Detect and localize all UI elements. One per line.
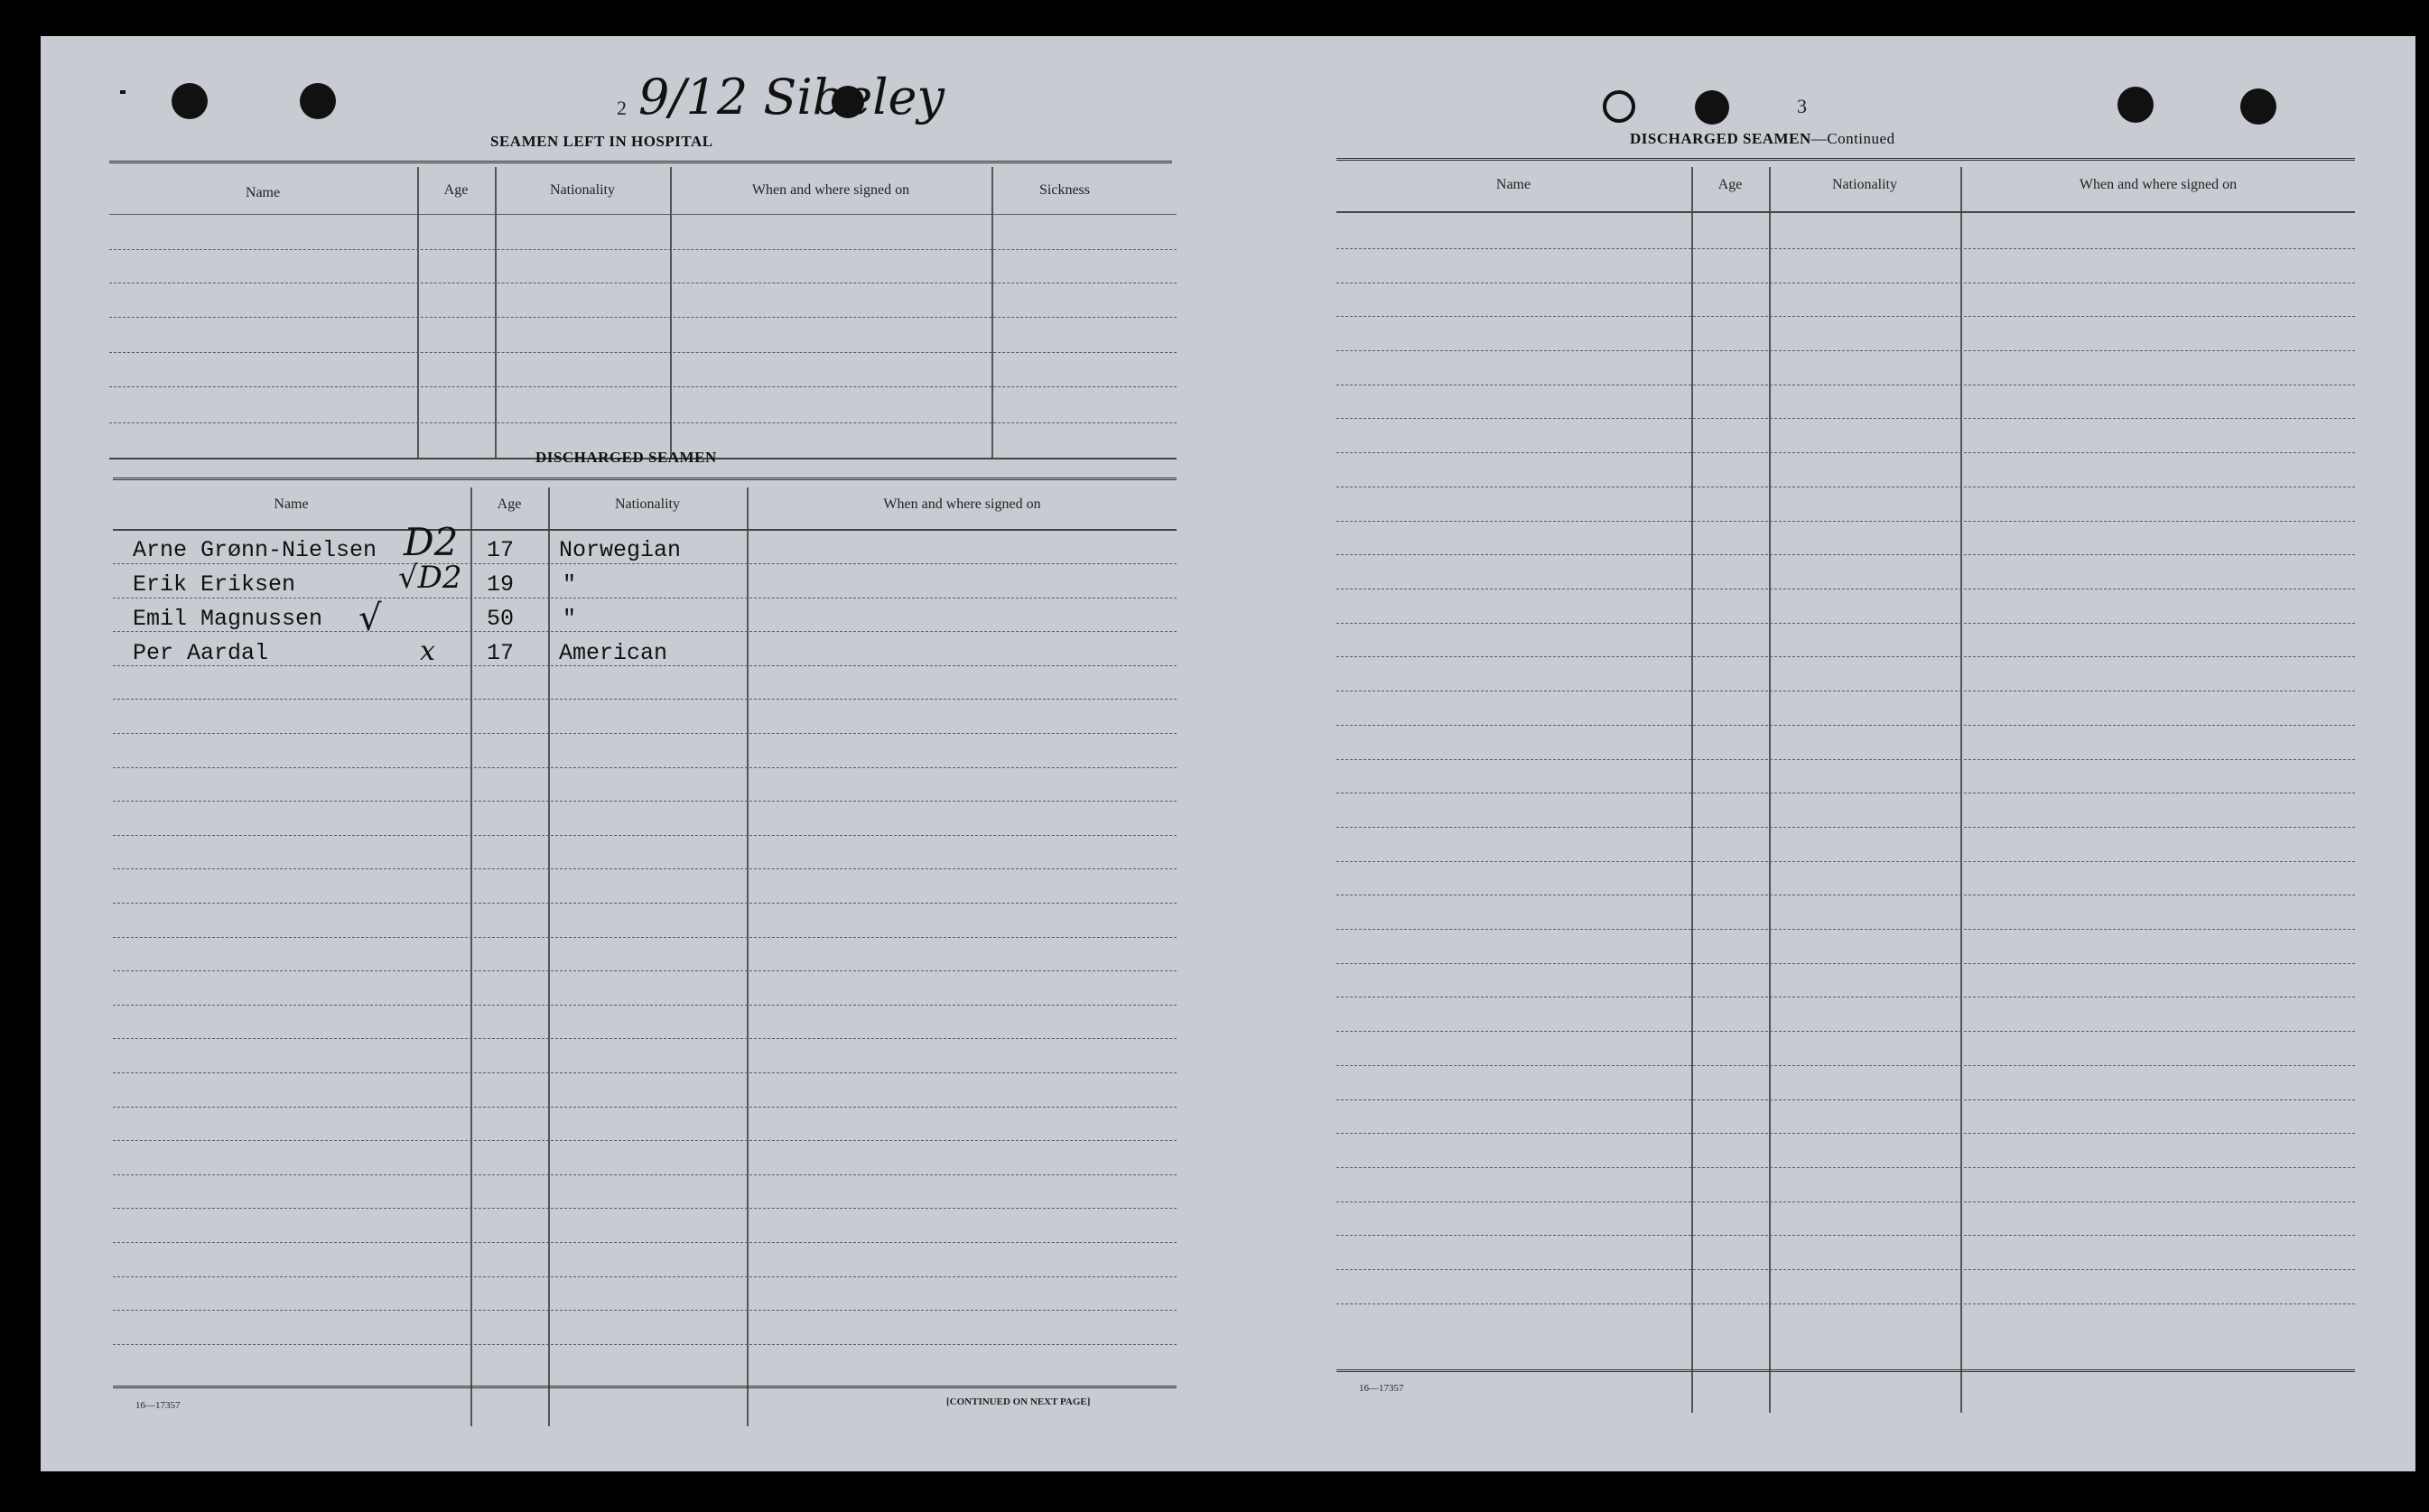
ruled-line [1336,248,2355,249]
discharged-row-name: Erik Eriksen [133,571,296,598]
ruled-line [113,903,1177,904]
continued-note: [CONTINUED ON NEXT PAGE] [946,1396,1091,1407]
right-top-rule [1336,158,2355,163]
ruled-line [1336,521,2355,522]
right-header-age: Age [1717,177,1743,192]
discharged-row-nationality: " [563,606,577,632]
discharged-row-nationality: American [559,640,668,666]
ruled-line [113,1107,1177,1108]
ruled-line [1336,452,2355,453]
ruled-line [113,1174,1177,1175]
column-divider [991,167,993,458]
ruled-line [113,563,1177,564]
ruled-line [1336,350,2355,351]
right-header-rule [1336,211,2355,213]
ruled-line [1336,1133,2355,1134]
ruled-line [109,317,1177,318]
column-divider [670,167,672,458]
discharged-row-nationality: " [563,571,577,598]
right-page [1214,36,2415,1471]
discharged-header-age: Age [497,496,522,512]
discharged-row-name: Emil Magnussen [133,606,323,632]
ruled-line [1336,759,2355,760]
discharged-row-age: 17 [487,640,515,666]
column-divider [548,487,550,1426]
discharged-row-name: Arne Grønn-Nielsen [133,537,377,563]
ruled-line [113,1344,1177,1345]
discharged-header-name: Name [274,496,309,512]
ruled-line [113,1276,1177,1277]
discharged-row-age: 17 [487,537,515,563]
column-divider [1960,167,1962,1413]
ruled-line [1336,623,2355,624]
ruled-line [109,352,1177,353]
column-divider [495,167,497,458]
ledger-sheet [41,36,2415,1471]
ruled-line [109,386,1177,387]
column-divider [1691,167,1693,1413]
ruled-line [1336,929,2355,930]
hospital-header-name: Name [245,185,281,200]
ruled-line [1336,1269,2355,1270]
ruled-line [1336,827,2355,828]
punch-hole [1695,90,1729,125]
right-table-title-suffix: —Continued [1810,130,1895,147]
hospital-header-age: Age [443,182,469,198]
ruled-line [1336,1167,2355,1168]
ruled-line [1336,1031,2355,1032]
right-table-title-main: DISCHARGED SEAMEN [1630,130,1811,147]
column-divider [747,487,749,1426]
ruled-line [113,970,1177,971]
ruled-line [1336,316,2355,317]
ruled-line [1336,1303,2355,1304]
discharged-row-name: Per Aardal [133,640,269,666]
discharged-row-age: 50 [487,606,515,632]
discharged-row-mark: √ [358,598,382,639]
ruled-line [1336,656,2355,657]
discharged-row-nationality: Norwegian [559,537,682,563]
ruled-line [113,1242,1177,1243]
punch-hole [2240,88,2276,125]
form-number: 16—17357 [1359,1383,1404,1394]
hospital-header-nationality: Nationality [550,182,615,198]
discharged-row-age: 19 [487,571,515,598]
punch-hole [1603,90,1635,123]
ruled-line [1336,725,2355,726]
column-divider [1769,167,1771,1413]
discharged-bottom-rule [113,1386,1177,1391]
page-number: 3 [1797,95,1807,117]
ruled-line [113,937,1177,938]
ink-speck [120,90,126,94]
ruled-line [113,1310,1177,1311]
ruled-line [109,214,1177,215]
hospital-header-sickness: Sickness [1039,182,1090,198]
hospital-header-signed-on: When and where signed on [751,182,910,198]
ruled-line [1336,1099,2355,1100]
ruled-line [113,1038,1177,1039]
discharged-top-rule [113,478,1177,483]
ruled-line [1336,1201,2355,1202]
hospital-table-title: SEAMEN LEFT IN HOSPITAL [490,133,713,150]
form-number: 16—17357 [135,1400,181,1411]
discharged-header-rule [113,529,1177,531]
ruled-line [113,733,1177,734]
left-page [41,36,1214,1471]
ruled-line [109,249,1177,250]
discharged-header-signed-on: When and where signed on [883,496,1041,512]
discharged-row-mark: √D2 [398,560,462,596]
right-table-title [1630,130,1895,148]
punch-hole [172,83,208,119]
ruled-line [1336,1235,2355,1236]
ruled-line [113,699,1177,700]
ruled-line [1336,1065,2355,1066]
punch-hole [300,83,336,119]
column-divider [417,167,419,458]
ruled-line [1336,418,2355,419]
discharged-header-nationality: Nationality [615,496,680,512]
right-header-nationality: Nationality [1832,177,1897,192]
ruled-line [113,801,1177,802]
handwritten-annotation: 9/12 Sibeley [638,69,945,125]
right-bottom-rule [1336,1369,2355,1375]
page-number: 2 [617,97,627,119]
ruled-line [1336,963,2355,964]
ruled-line [113,1005,1177,1006]
right-header-signed-on: When and where signed on [2079,177,2238,192]
ruled-line [113,1072,1177,1073]
ruled-line [109,422,1177,423]
column-divider [470,487,472,1426]
discharged-table-title: DISCHARGED SEAMEN [535,449,717,466]
ruled-line [113,767,1177,768]
hospital-top-rule [109,161,1172,166]
ruled-line [1336,554,2355,555]
ruled-line [1336,861,2355,862]
right-header-name: Name [1495,177,1531,192]
ruled-line [113,868,1177,869]
discharged-row-mark: x [420,635,435,667]
ruled-line [113,835,1177,836]
discharged-row-mark: D2 [404,520,459,564]
ruled-line [113,1208,1177,1209]
ruled-line [113,1140,1177,1141]
punch-hole [2117,87,2154,123]
